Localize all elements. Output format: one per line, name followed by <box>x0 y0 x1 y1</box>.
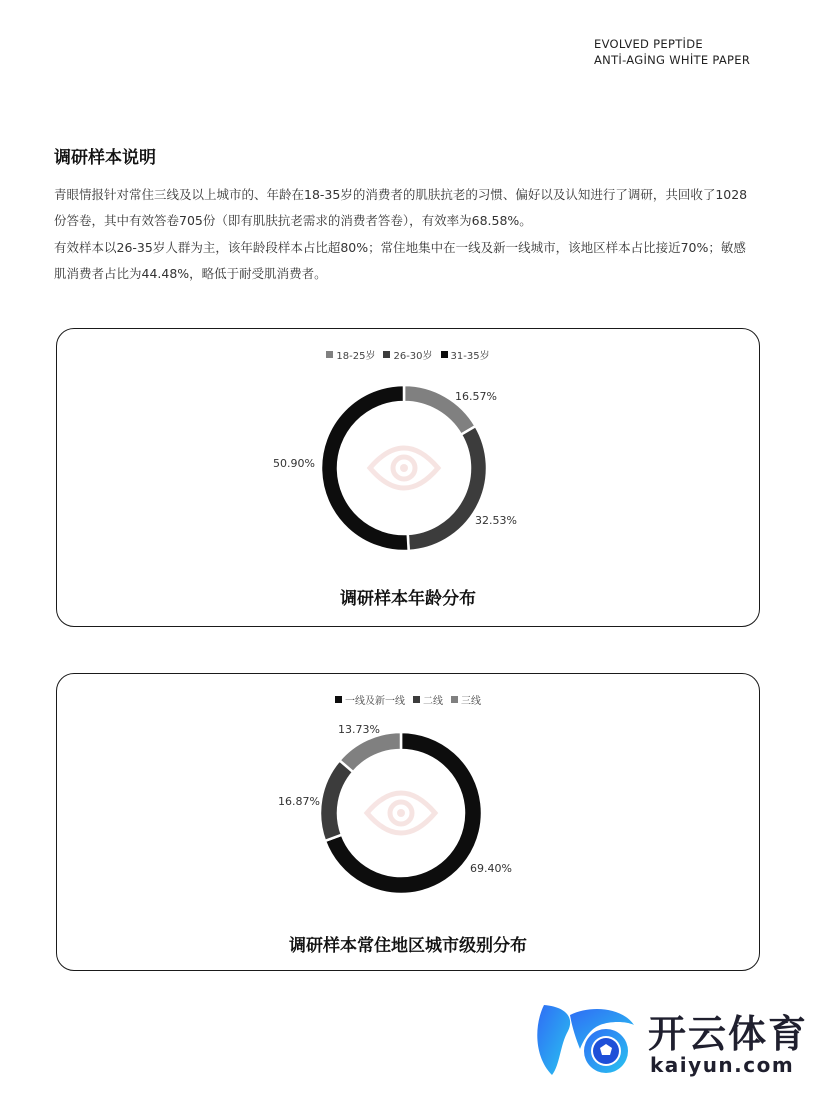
data-label: 13.73% <box>338 723 380 736</box>
legend-label: 一线及新一线 <box>345 696 405 707</box>
data-label: 50.90% <box>273 457 315 470</box>
header-line-2: ANTİ-AGİNG WHİTE PAPER <box>594 53 751 67</box>
city-tier-distribution-card <box>56 673 760 971</box>
paragraph-1: 青眼情报针对常住三线及以上城市的、年龄在18-35岁的消费者的肌肤抗老的习惯、偏好以及认知进行了调研，共回收了1028份答卷，其中有效答卷705份（即有肌肤抗老需求的消费者答卷），有效率为68.58%。 <box>54 187 748 228</box>
donut-slice-2 <box>339 732 401 772</box>
donut-slice-2 <box>321 385 409 551</box>
legend-label: 18-25岁 <box>336 351 376 362</box>
chart-title: 调研样本常住地区城市级别分布 <box>289 936 527 956</box>
age-distribution-card <box>56 328 760 627</box>
legend-label: 三线 <box>461 696 481 707</box>
watermark-eye-icon <box>370 448 438 488</box>
data-label: 32.53% <box>475 514 517 527</box>
kaiyun-logo <box>530 995 809 1085</box>
data-label: 69.40% <box>470 862 512 875</box>
legend-label: 二线 <box>423 696 443 707</box>
legend-label: 26-30岁 <box>393 351 433 362</box>
chart-title: 调研样本年龄分布 <box>340 589 476 609</box>
data-label: 16.57% <box>455 390 497 403</box>
paragraph-2: 有效样本以26-35岁人群为主，该年龄段样本占比超80%；常住地集中在一线及新一线城市，该地区样本占比接近70%；敏感肌消费者占比为44.48%，略低于耐受肌消费者。 <box>54 240 746 281</box>
logo-chinese-text: 开云体育 <box>648 1012 809 1056</box>
kaiyun-emblem-icon <box>530 995 648 1083</box>
donut-slice-1 <box>408 426 487 551</box>
section-title: 调研样本说明 <box>54 148 156 168</box>
watermark-eye-icon <box>367 793 435 833</box>
donut-slice-1 <box>320 760 353 841</box>
city-tier-donut-chart <box>57 674 761 972</box>
legend-label: 31-35岁 <box>450 351 490 362</box>
logo-english-text: kaiyun.com <box>650 1053 795 1077</box>
data-label: 16.87% <box>278 795 320 808</box>
document-header <box>594 36 750 68</box>
header-line-1: EVOLVED PEPTİDE <box>594 37 703 51</box>
